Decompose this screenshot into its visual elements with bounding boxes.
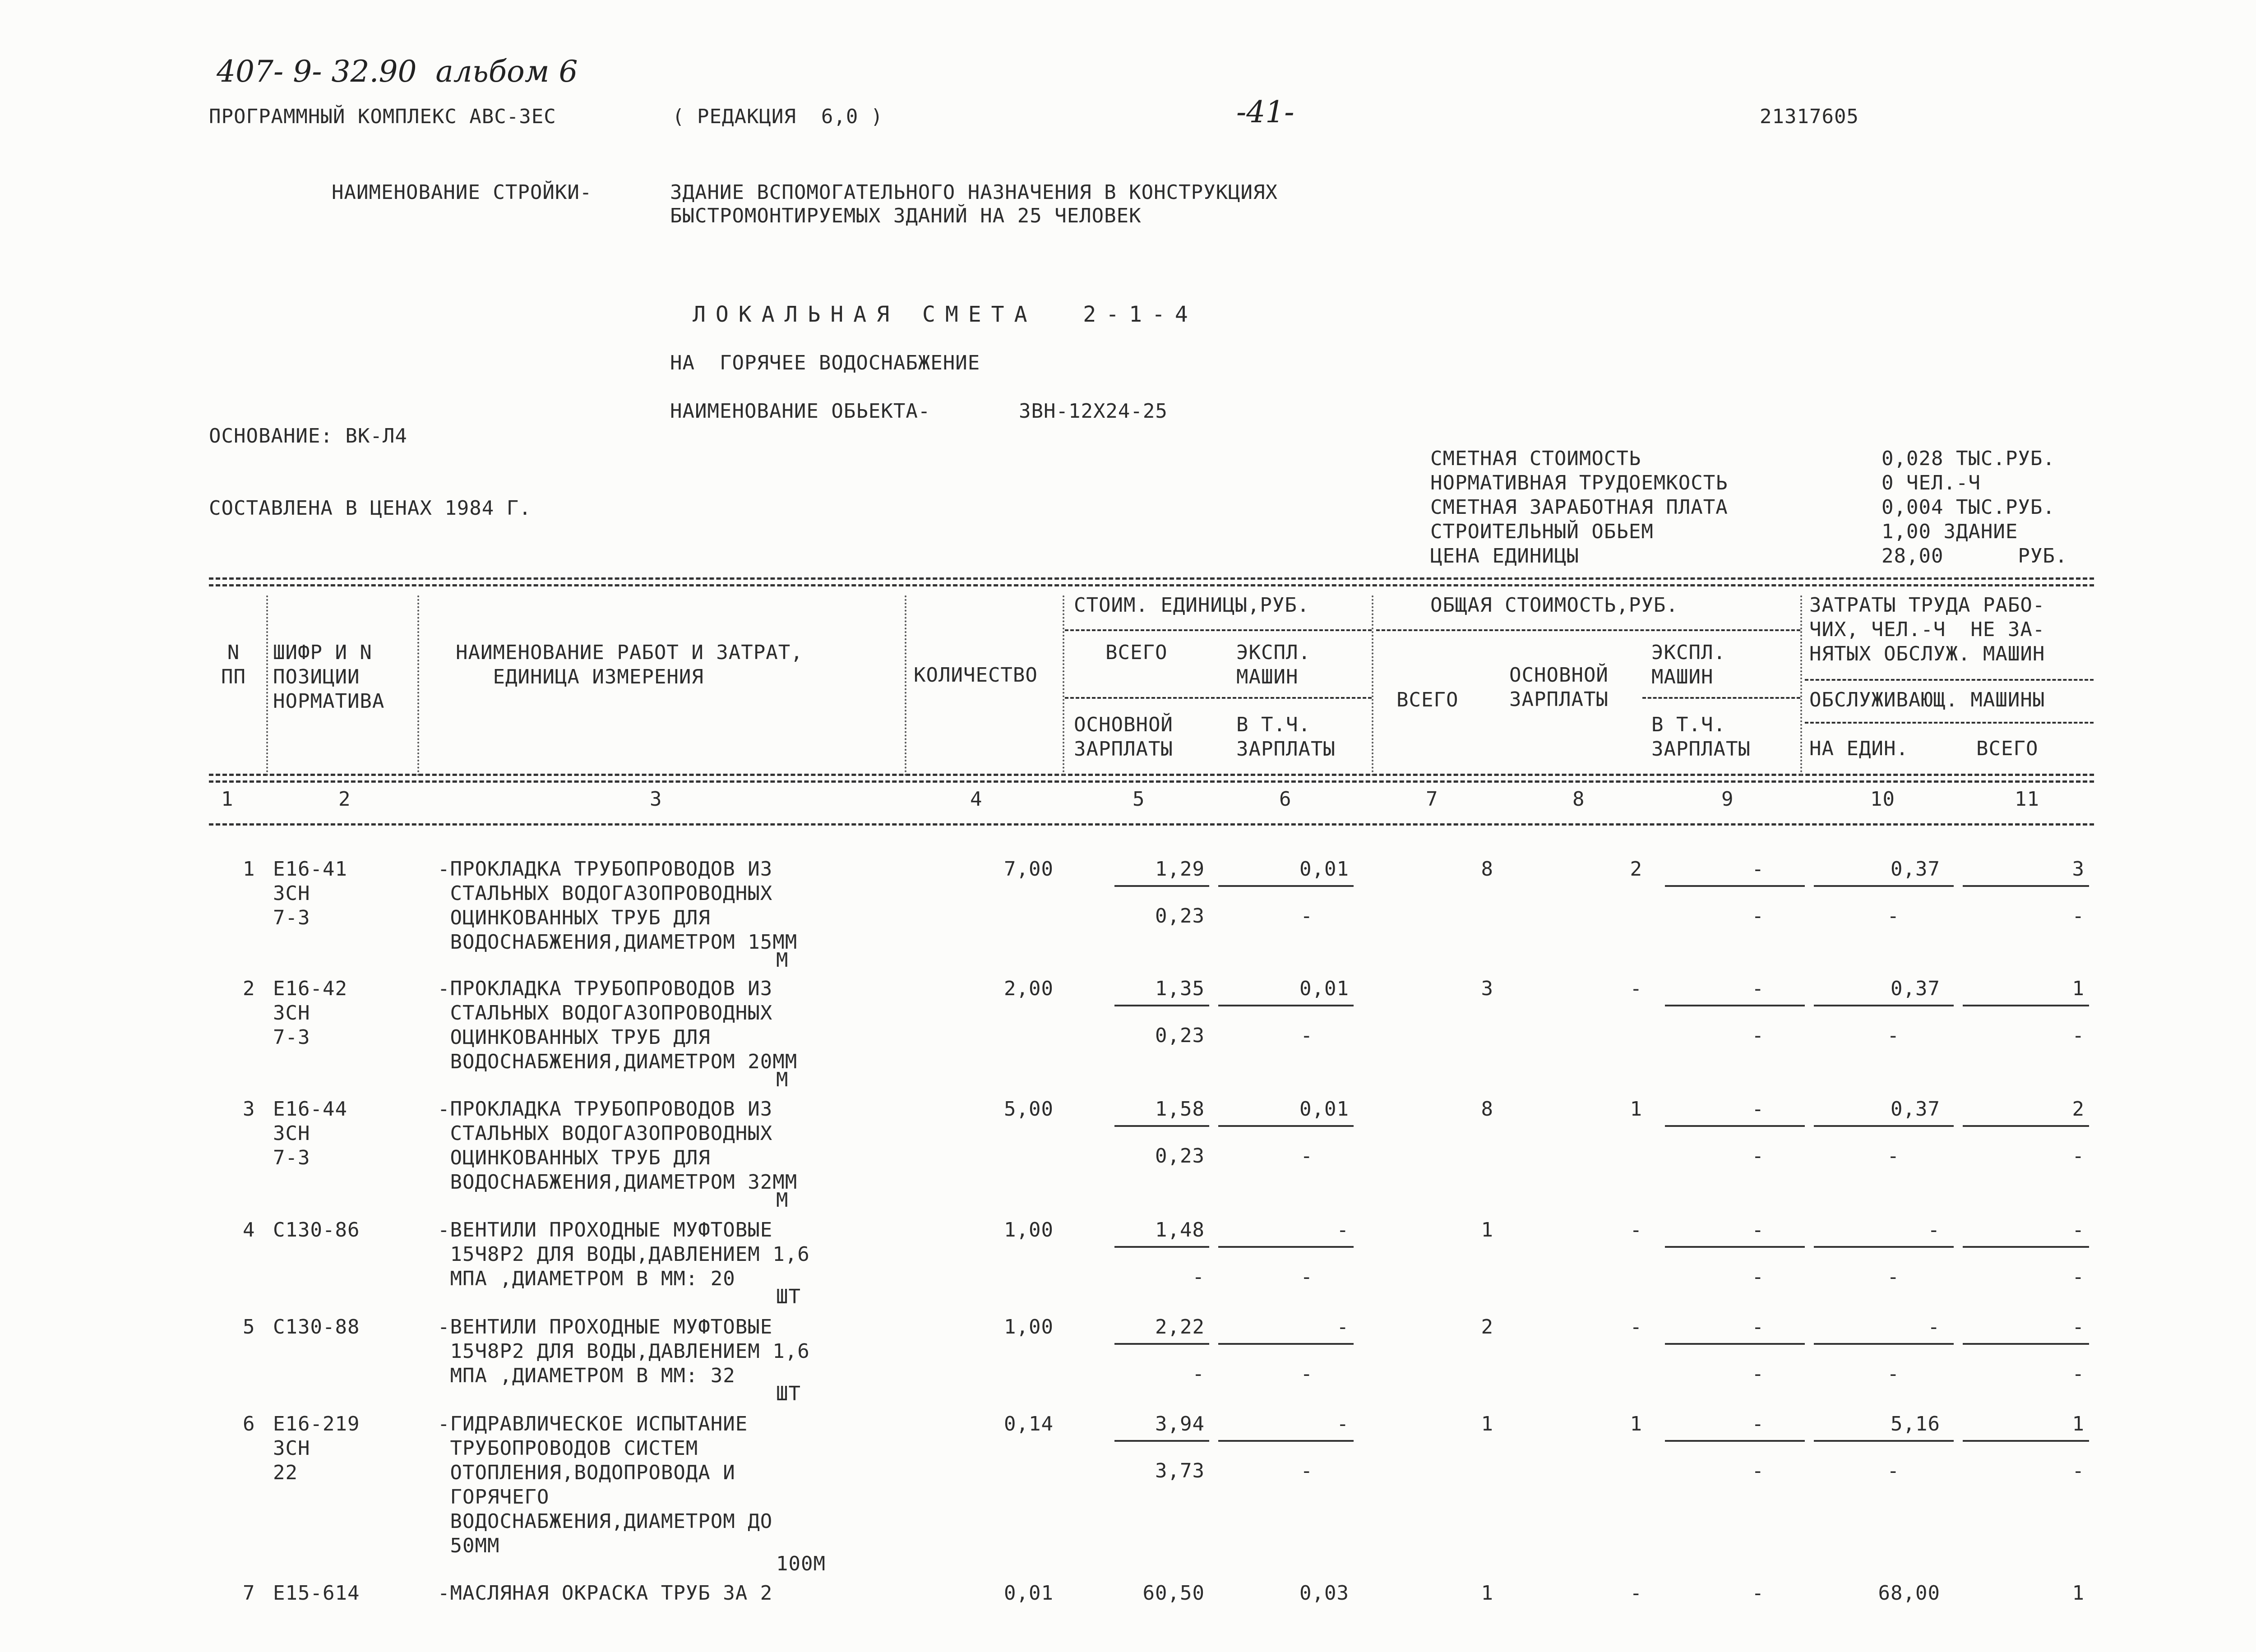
row-unit-total: 60,50 xyxy=(1142,1582,1205,1605)
row-total-machines: - xyxy=(1752,858,1764,881)
row-unit-wages: 0,23 xyxy=(1155,1144,1205,1167)
row-total-machines: - xyxy=(1752,977,1764,1000)
row-unit: М xyxy=(776,1189,789,1212)
row-total-machine-wages: - xyxy=(1752,1144,1764,1167)
row-unit: ШТ xyxy=(776,1285,801,1308)
row-unit-machines: 0,01 xyxy=(1299,1098,1349,1121)
row-labor-per-unit: 5,16 xyxy=(1891,1412,1940,1435)
header-bottom-rule xyxy=(209,774,2094,776)
row-fraction-bar xyxy=(1814,1343,1954,1345)
row-total-machine-wages: - xyxy=(1752,904,1764,928)
header-total-cost: ОБЩАЯ СТОИМОСТЬ,РУБ. xyxy=(1430,594,1678,617)
row-unit-machines: 0,01 xyxy=(1299,977,1349,1000)
numbers-bottom-rule xyxy=(209,823,2094,826)
construction-label: НАИМЕНОВАНИЕ СТРОЙКИ- xyxy=(332,181,592,204)
row-quantity: 2,00 xyxy=(1004,977,1054,1000)
row-code: Е16-42 ЗСН 7-3 xyxy=(273,977,347,1049)
row-labor-per-unit: 68,00 xyxy=(1878,1582,1940,1605)
subheader-rule xyxy=(1642,697,1800,699)
row-name: -ВЕНТИЛИ ПРОХОДНЫЕ МУФТОВЫЕ 15Ч8Р2 ДЛЯ ВОДЫ,ДАВЛЕНИЕМ 1,6 МПА ,ДИАМЕТРОМ В ММ: 32 xyxy=(438,1315,810,1387)
row-labor-per-unit-service: - xyxy=(1887,904,1900,928)
summary-value: 0,004 ТЫС.РУБ. xyxy=(1882,496,2055,519)
row-number: 1 xyxy=(243,858,255,881)
prices-year: СОСТАВЛЕНА В ЦЕНАХ 1984 Г. xyxy=(209,497,532,520)
row-unit-machines: - xyxy=(1336,1412,1349,1435)
row-labor-per-unit: 0,37 xyxy=(1891,858,1940,881)
row-labor-per-unit-service: - xyxy=(1887,1362,1900,1385)
object-value: ЗВН-12Х24-25 xyxy=(1019,400,1168,423)
row-labor-total: - xyxy=(2072,1315,2085,1338)
row-labor-total-service: - xyxy=(2072,1024,2085,1047)
row-unit-wages: 0,23 xyxy=(1155,1024,1205,1047)
construction-line-1: ЗДАНИЕ ВСПОМОГАТЕЛЬНОГО НАЗНАЧЕНИЯ В КОНСТРУКЦИЯХ xyxy=(670,181,1278,204)
row-total-wages: - xyxy=(1630,1315,1642,1338)
row-unit-machine-wages: - xyxy=(1300,904,1313,928)
row-quantity: 5,00 xyxy=(1004,1098,1054,1121)
row-fraction-bar xyxy=(1963,1125,2089,1127)
summary-values xyxy=(1882,447,2067,568)
row-unit-wages: 3,73 xyxy=(1155,1459,1205,1482)
row-fraction-bar xyxy=(1218,1125,1354,1127)
row-labor-per-unit-service: - xyxy=(1887,1144,1900,1167)
summary-label: СМЕТНАЯ СТОИМОСТЬ xyxy=(1430,447,1641,470)
row-fraction-bar xyxy=(1665,1125,1805,1127)
row-labor-per-unit-service: - xyxy=(1887,1024,1900,1047)
row-total-machines: - xyxy=(1752,1582,1764,1605)
row-total-machines: - xyxy=(1752,1098,1764,1121)
column-number: 9 xyxy=(1721,788,1734,811)
row-total-wages: 2 xyxy=(1630,858,1642,881)
object-label: НАИМЕНОВАНИЕ ОБЬЕКТА- xyxy=(670,400,931,423)
summary-value: 0 ЧЕЛ.-Ч xyxy=(1882,471,1981,494)
header-labor-service: ОБСЛУЖИВАЮЩ. МАШИНЫ xyxy=(1809,688,2045,711)
row-unit-total: 1,48 xyxy=(1155,1218,1205,1241)
subheader-rule xyxy=(1065,629,1372,631)
row-unit-wages: - xyxy=(1192,1362,1205,1385)
row-number: 2 xyxy=(243,977,255,1000)
row-total-machine-wages: - xyxy=(1752,1459,1764,1482)
row-total: 1 xyxy=(1481,1412,1493,1435)
row-fraction-bar xyxy=(1665,1005,1805,1006)
row-unit-wages: 0,23 xyxy=(1155,904,1205,928)
row-fraction-bar xyxy=(1814,885,1954,887)
page-number: -41- xyxy=(1236,95,1294,129)
row-name: -МАСЛЯНАЯ ОКРАСКА ТРУБ ЗА 2 xyxy=(438,1582,773,1605)
row-total-wages: 1 xyxy=(1630,1412,1642,1435)
header-quantity: КОЛИЧЕСТВО xyxy=(914,664,1038,687)
program-edition: ( РЕДАКЦИЯ 6,0 ) xyxy=(672,105,883,128)
row-fraction-bar xyxy=(1814,1005,1954,1006)
row-quantity: 7,00 xyxy=(1004,858,1054,881)
row-fraction-bar xyxy=(1665,1440,1805,1442)
row-unit: 100М xyxy=(776,1552,826,1575)
header-unit-machine-wages: В Т.Ч. ЗАРПЛАТЫ xyxy=(1236,713,1336,761)
row-fraction-bar xyxy=(1218,1440,1354,1442)
document-code: 21317605 xyxy=(1760,105,1859,128)
column-number: 3 xyxy=(650,788,662,811)
row-code: С130-88 xyxy=(273,1315,360,1338)
row-fraction-bar xyxy=(1114,1125,1209,1127)
row-fraction-bar xyxy=(1963,885,2089,887)
row-total-machines: - xyxy=(1752,1412,1764,1435)
row-quantity: 1,00 xyxy=(1004,1218,1054,1241)
header-unit-total: ВСЕГО xyxy=(1105,641,1168,664)
table-top-rule xyxy=(209,584,2094,586)
row-code: С130-86 xyxy=(273,1218,360,1241)
row-fraction-bar xyxy=(1963,1005,2089,1006)
column-number: 11 xyxy=(2015,788,2039,811)
row-code: Е16-44 ЗСН 7-3 xyxy=(273,1098,347,1169)
row-total-wages: - xyxy=(1630,1582,1642,1605)
header-total-machine-wages: В Т.Ч. ЗАРПЛАТЫ xyxy=(1651,713,1751,761)
row-fraction-bar xyxy=(1114,1005,1209,1006)
row-number: 6 xyxy=(243,1412,255,1435)
row-unit-total: 2,22 xyxy=(1155,1315,1205,1338)
summary-label: СМЕТНАЯ ЗАРАБОТНАЯ ПЛАТА xyxy=(1430,496,1728,519)
row-labor-total: 2 xyxy=(2072,1098,2085,1121)
row-total-machines: - xyxy=(1752,1315,1764,1338)
row-unit-machine-wages: - xyxy=(1300,1024,1313,1047)
row-fraction-bar xyxy=(1218,1343,1354,1345)
row-fraction-bar xyxy=(1218,1005,1354,1006)
construction-line-2: БЫСТРОМОНТИРУЕМЫХ ЗДАНИЙ НА 25 ЧЕЛОВЕК xyxy=(670,204,1142,227)
row-fraction-bar xyxy=(1814,1440,1954,1442)
row-labor-total-service: - xyxy=(2072,1265,2085,1288)
row-name: -ПРОКЛАДКА ТРУБОПРОВОДОВ ИЗ СТАЛЬНЫХ ВОДОГАЗОПРОВОДНЫХ ОЦИНКОВАННЫХ ТРУБ ДЛЯ ВОДОСНАБЖЕНИЯ,ДИАМЕТРОМ 32ММ xyxy=(438,1098,798,1194)
row-code: Е16-219 ЗСН 22 xyxy=(273,1412,360,1484)
row-unit-machine-wages: - xyxy=(1300,1144,1313,1167)
row-code: Е16-41 ЗСН 7-3 xyxy=(273,858,347,929)
row-labor-total-service: - xyxy=(2072,1362,2085,1385)
column-number: 2 xyxy=(338,788,351,811)
row-unit: М xyxy=(776,949,789,972)
row-unit-machines: - xyxy=(1336,1315,1349,1338)
table-top-rule xyxy=(209,577,2094,580)
header-code: ШИФР И N ПОЗИЦИИ НОРМАТИВА xyxy=(273,641,385,713)
summary-label: ЦЕНА ЕДИНИЦЫ xyxy=(1430,545,1579,568)
row-labor-per-unit-service: - xyxy=(1887,1265,1900,1288)
row-unit: М xyxy=(776,1068,789,1091)
column-separator xyxy=(417,595,419,776)
row-total: 1 xyxy=(1481,1218,1493,1241)
column-separator xyxy=(1372,595,1373,776)
column-number: 10 xyxy=(1870,788,1895,811)
row-total: 2 xyxy=(1481,1315,1493,1338)
column-number: 1 xyxy=(221,788,234,811)
row-total-machine-wages: - xyxy=(1752,1362,1764,1385)
summary-value: 0,028 ТЫС.РУБ. xyxy=(1882,447,2055,470)
row-total: 1 xyxy=(1481,1582,1493,1605)
row-name: -ПРОКЛАДКА ТРУБОПРОВОДОВ ИЗ СТАЛЬНЫХ ВОДОГАЗОПРОВОДНЫХ ОЦИНКОВАННЫХ ТРУБ ДЛЯ ВОДОСНАБЖЕНИЯ,ДИАМЕТРОМ 15ММ xyxy=(438,858,798,954)
header-unit-cost: СТОИМ. ЕДИНИЦЫ,РУБ. xyxy=(1074,594,1310,617)
row-unit-machine-wages: - xyxy=(1300,1459,1313,1482)
column-number: 8 xyxy=(1572,788,1585,811)
row-code: Е15-614 xyxy=(273,1582,360,1605)
header-labor-per-unit: НА ЕДИН. xyxy=(1809,737,1909,760)
basis: ОСНОВАНИЕ: ВК-Л4 xyxy=(209,425,407,448)
row-fraction-bar xyxy=(1114,1246,1209,1248)
row-labor-per-unit: - xyxy=(1928,1315,1940,1338)
row-total-wages: - xyxy=(1630,1218,1642,1241)
subheader-rule xyxy=(1376,629,1800,631)
row-total-machine-wages: - xyxy=(1752,1024,1764,1047)
row-total-machines: - xyxy=(1752,1218,1764,1241)
row-unit-total: 1,58 xyxy=(1155,1098,1205,1121)
header-labor: ЗАТРАТЫ ТРУДА РАБО- ЧИХ, ЧЕЛ.-Ч НЕ ЗА- НЯТЫХ ОБСЛУЖ. МАШИН xyxy=(1809,594,2045,665)
subheader-rule xyxy=(1065,697,1372,699)
row-total-wages: - xyxy=(1630,977,1642,1000)
row-fraction-bar xyxy=(1963,1343,2089,1345)
column-separator xyxy=(1063,595,1064,776)
row-quantity: 1,00 xyxy=(1004,1315,1054,1338)
row-total: 3 xyxy=(1481,977,1493,1000)
row-unit-total: 1,29 xyxy=(1155,858,1205,881)
row-unit-total: 3,94 xyxy=(1155,1412,1205,1435)
header-bottom-rule xyxy=(209,780,2094,783)
header-total-machines: ЭКСПЛ. МАШИН xyxy=(1651,641,1726,688)
row-number: 7 xyxy=(243,1582,255,1605)
header-total-all: ВСЕГО xyxy=(1396,688,1459,711)
row-name: -ВЕНТИЛИ ПРОХОДНЫЕ МУФТОВЫЕ 15Ч8Р2 ДЛЯ ВОДЫ,ДАВЛЕНИЕМ 1,6 МПА ,ДИАМЕТРОМ В ММ: 20 xyxy=(438,1218,810,1290)
column-number: 6 xyxy=(1279,788,1292,811)
row-labor-per-unit: - xyxy=(1928,1218,1940,1241)
row-fraction-bar xyxy=(1218,885,1354,887)
row-fraction-bar xyxy=(1114,1343,1209,1345)
header-name: НАИМЕНОВАНИЕ РАБОТ И ЗАТРАТ, ЕДИНИЦА ИЗМЕРЕНИЯ xyxy=(456,641,803,688)
row-fraction-bar xyxy=(1218,1246,1354,1248)
estimate-title: ЛОКАЛЬНАЯ СМЕТА 2-1-4 xyxy=(693,302,1198,327)
header-total-wages: ОСНОВНОЙ ЗАРПЛАТЫ xyxy=(1509,664,1609,711)
row-labor-total-service: - xyxy=(2072,1459,2085,1482)
row-fraction-bar xyxy=(1963,1440,2089,1442)
row-fraction-bar xyxy=(1665,885,1805,887)
row-labor-total: 1 xyxy=(2072,1412,2085,1435)
column-number: 7 xyxy=(1426,788,1438,811)
column-separator xyxy=(905,595,906,776)
column-separator xyxy=(266,595,268,776)
row-fraction-bar xyxy=(1665,1246,1805,1248)
handwritten-reference: 407- 9- 32.90 альбом 6 xyxy=(217,54,578,89)
row-name: -ПРОКЛАДКА ТРУБОПРОВОДОВ ИЗ СТАЛЬНЫХ ВОДОГАЗОПРОВОДНЫХ ОЦИНКОВАННЫХ ТРУБ ДЛЯ ВОДОСНАБЖЕНИЯ,ДИАМЕТРОМ 20ММ xyxy=(438,977,798,1073)
row-unit-machines: 0,03 xyxy=(1299,1582,1349,1605)
row-quantity: 0,01 xyxy=(1004,1582,1054,1605)
subheader-rule xyxy=(1805,722,2094,724)
row-fraction-bar xyxy=(1114,1440,1209,1442)
row-fraction-bar xyxy=(1814,1125,1954,1127)
header-labor-total: ВСЕГО xyxy=(1976,737,2039,760)
row-unit-machine-wages: - xyxy=(1300,1362,1313,1385)
row-fraction-bar xyxy=(1963,1246,2089,1248)
row-total-wages: 1 xyxy=(1630,1098,1642,1121)
row-labor-total: 1 xyxy=(2072,977,2085,1000)
header-unit-wages: ОСНОВНОЙ ЗАРПЛАТЫ xyxy=(1074,713,1173,761)
row-fraction-bar xyxy=(1665,1343,1805,1345)
summary-label: НОРМАТИВНАЯ ТРУДОЕМКОСТЬ xyxy=(1430,471,1728,494)
summary-value: 1,00 ЗДАНИЕ xyxy=(1882,520,2018,543)
row-number: 5 xyxy=(243,1315,255,1338)
row-labor-per-unit-service: - xyxy=(1887,1459,1900,1482)
row-name: -ГИДРАВЛИЧЕСКОЕ ИСПЫТАНИЕ ТРУБОПРОВОДОВ СИСТЕМ ОТОПЛЕНИЯ,ВОДОПРОВОДА И ГОРЯЧЕГО ВОДОСНАБЖЕНИЯ,ДИАМЕТРОМ ДО 50ММ xyxy=(438,1412,773,1557)
row-labor-per-unit: 0,37 xyxy=(1891,977,1940,1000)
row-fraction-bar xyxy=(1814,1246,1954,1248)
row-unit-total: 1,35 xyxy=(1155,977,1205,1000)
program-name: ПРОГРАММНЫЙ КОМПЛЕКС АВС-ЗЕС xyxy=(209,105,556,128)
estimate-subject: НА ГОРЯЧЕЕ ВОДОСНАБЖЕНИЕ xyxy=(670,351,980,374)
summary-labels xyxy=(1430,447,1728,568)
row-number: 3 xyxy=(243,1098,255,1121)
summary-value: 28,00 РУБ. xyxy=(1882,545,2068,568)
row-total: 8 xyxy=(1481,1098,1493,1121)
row-labor-per-unit: 0,37 xyxy=(1891,1098,1940,1121)
row-labor-total-service: - xyxy=(2072,1144,2085,1167)
subheader-rule xyxy=(1805,679,2094,681)
row-quantity: 0,14 xyxy=(1004,1412,1054,1435)
row-unit-machines: - xyxy=(1336,1218,1349,1241)
column-number: 5 xyxy=(1133,788,1145,811)
header-number: N ПП xyxy=(221,641,246,688)
row-labor-total: 1 xyxy=(2072,1582,2085,1605)
row-unit-wages: - xyxy=(1192,1265,1205,1288)
row-total-machine-wages: - xyxy=(1752,1265,1764,1288)
row-total: 8 xyxy=(1481,858,1493,881)
header-unit-machines: ЭКСПЛ. МАШИН xyxy=(1236,641,1311,688)
row-labor-total: 3 xyxy=(2072,858,2085,881)
row-labor-total-service: - xyxy=(2072,904,2085,928)
column-number: 4 xyxy=(970,788,983,811)
row-labor-total: - xyxy=(2072,1218,2085,1241)
row-unit-machines: 0,01 xyxy=(1299,858,1349,881)
row-unit-machine-wages: - xyxy=(1300,1265,1313,1288)
column-separator xyxy=(1800,595,1802,776)
summary-label: СТРОИТЕЛЬНЫЙ ОБЬЕМ xyxy=(1430,520,1654,543)
row-number: 4 xyxy=(243,1218,255,1241)
row-unit: ШТ xyxy=(776,1382,801,1405)
row-fraction-bar xyxy=(1114,885,1209,887)
